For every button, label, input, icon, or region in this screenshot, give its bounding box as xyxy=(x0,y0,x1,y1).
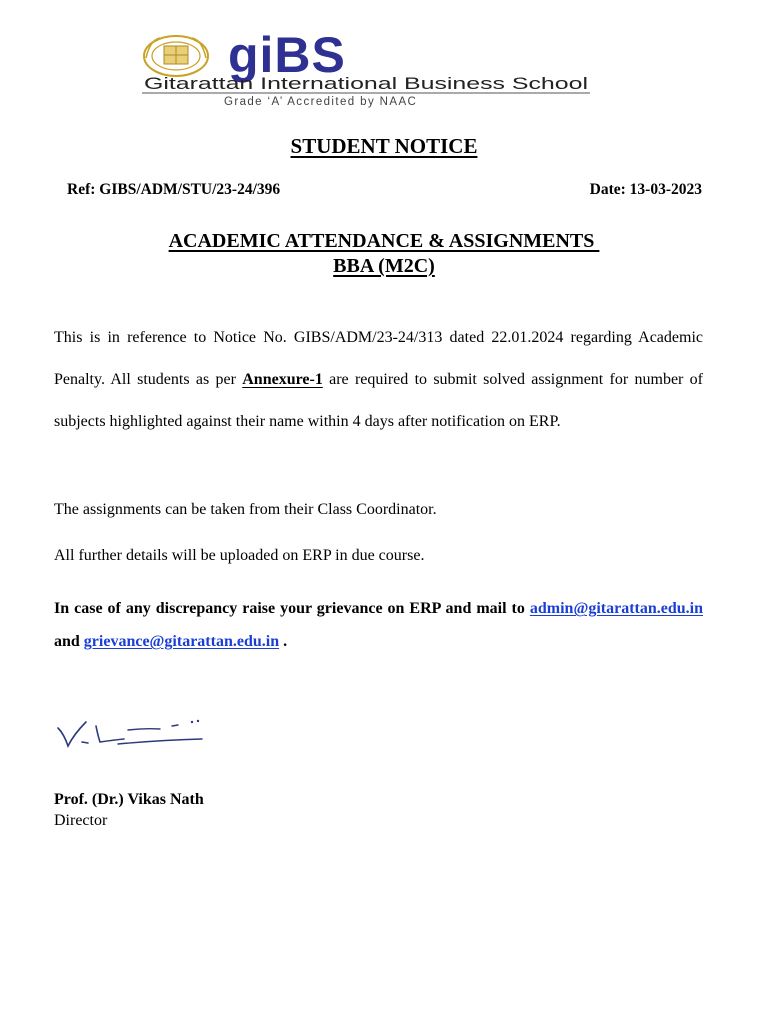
subject-line-1: ACADEMIC ATTENDANCE & ASSIGNMENTS xyxy=(168,230,600,252)
logo-wordmark: giBS xyxy=(228,28,346,83)
signatory-name: Prof. (Dr.) Vikas Nath xyxy=(54,791,204,808)
gibs-logo xyxy=(140,28,632,110)
reference-number: Ref: GIBS/ADM/STU/23-24/396 xyxy=(67,181,281,198)
paragraph-text-part2: are required to submit solved assignment for number of subjects highlighted against their name within 4 days after notification on ERP. xyxy=(54,371,704,430)
further-details-info: All further details will be uploaded on ERP in due course. xyxy=(54,547,425,564)
notice-subject xyxy=(0,229,768,279)
end-text: . xyxy=(279,633,288,650)
annexure-reference: Annexure-1 xyxy=(242,371,323,388)
grievance-text: In case of any discrepancy raise your grievance on ERP and mail to xyxy=(54,600,530,617)
assignments-info: The assignments can be taken from their Class Coordinator. xyxy=(54,501,437,518)
subject-line-2: BBA (M2C) xyxy=(333,255,435,277)
notice-date: Date: 13-03-2023 xyxy=(589,181,702,198)
grievance-paragraph xyxy=(54,592,703,658)
school-name: Gitarattan International Business School xyxy=(144,75,588,93)
signatory-title: Director xyxy=(54,812,108,829)
signature-image xyxy=(52,712,208,760)
notice-title: STUDENT NOTICE xyxy=(290,134,478,158)
paragraph-text-part1: This is in reference to Notice No. GIBS/ADM/23-24/313 dated 22.01.2024 regarding Academic Penalty. All students as per xyxy=(54,329,703,388)
handwritten-signature-icon xyxy=(52,712,208,760)
grievance-email-link[interactable]: grievance@gitarattan.edu.in xyxy=(83,633,280,650)
accreditation-line: Grade ‘A’ Accredited by NAAC xyxy=(224,96,418,108)
reference-paragraph xyxy=(54,317,703,443)
and-text: and xyxy=(54,633,84,650)
emblem-icon xyxy=(144,36,208,76)
school-logo-header xyxy=(140,28,632,110)
admin-email-link[interactable]: admin@gitarattan.edu.in xyxy=(529,600,703,617)
